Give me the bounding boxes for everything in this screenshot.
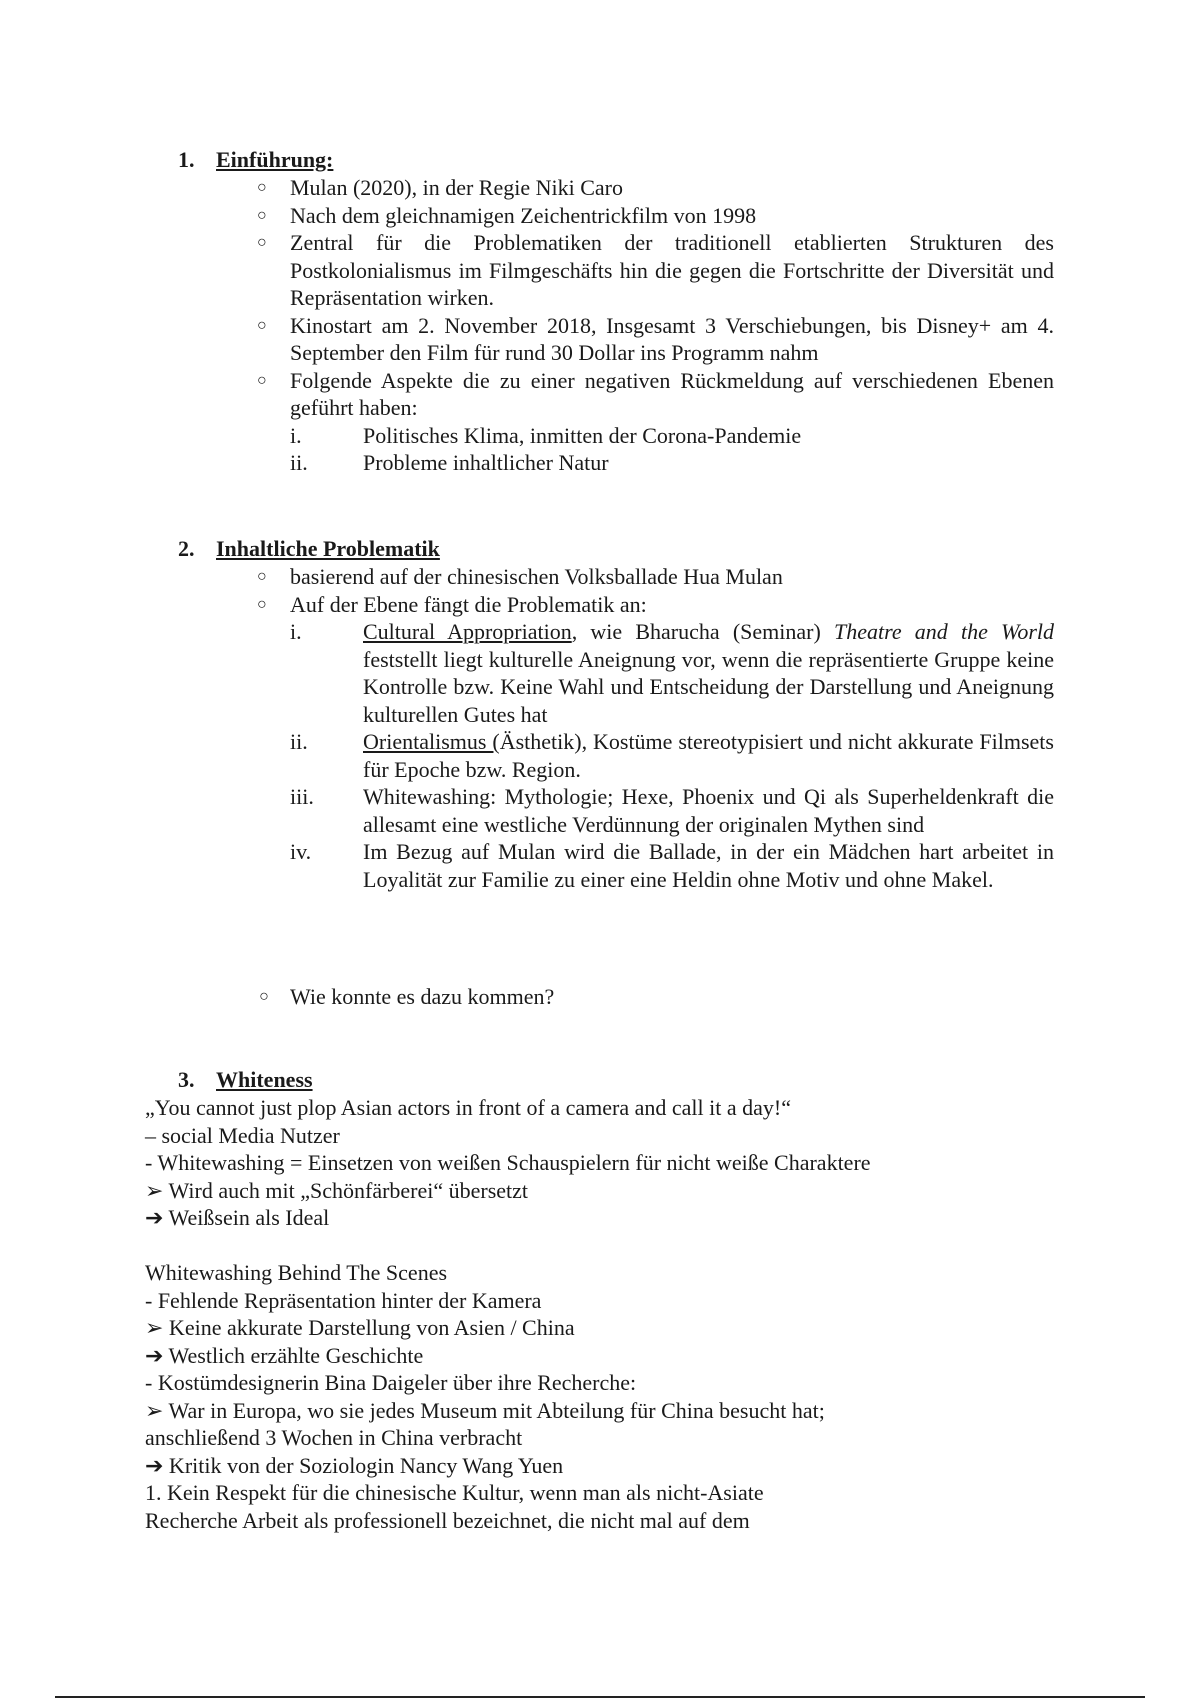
list-item: ○ Mulan (2020), in der Regie Niki Caro [257,175,623,200]
text-line: „You cannot just plop Asian actors in front of a camera and call it a day!“ [145,1095,791,1120]
circle-bullet-icon: ○ [257,316,267,334]
list-item: ○ Nach dem gleichnamigen Zeichentrickfilm von 1998 [257,202,757,228]
list-item: iv. Im Bezug auf Mulan wird die Ballade, in der ein Mädchen hart arbeitet in Loyalität zur Familie zu einer eine Heldin ohne Motiv und ohne Makel. [290,839,1054,892]
text-line: ➢ Wird auch mit „Schönfärberei“ übersetzt [145,1177,529,1203]
text-line: Recherche Arbeit als professionell bezeichnet, die nicht mal auf dem [145,1507,750,1533]
text-line: ➢ War in Europa, wo sie jedes Museum mit Abteilung für China besucht hat; [145,1397,825,1423]
section-2-last-bullet [259,983,1054,1011]
list-item: iii. Whitewashing: Mythologie; Hexe, Phoenix und Qi als Superheldenkraft die allesamt eine westliche Verdünnung der originalen Mythen sind [290,784,1054,837]
section-1-bullets [257,174,1054,477]
circle-bullet-icon: ○ [257,206,267,224]
text-line: - Kostümdesignerin Bina Daigeler über ihre Recherche: [145,1370,637,1395]
section-1-sublist [290,422,1054,477]
text-line: anschließend 3 Wochen in China verbracht [145,1425,523,1450]
text-line: Whitewashing Behind The Scenes [145,1260,448,1285]
section-2-bullets [257,563,1055,893]
list-item: ○ Kinostart am 2. November 2018, Insgesamt 3 Verschiebungen, bis Disney+ am 4. September den Film für rund 30 Dollar ins Programm nahm [257,312,1054,365]
section-3-body [145,1094,1105,1534]
section-2-heading: 2. Inhaltliche Problematik [178,536,440,561]
section-2-sublist [290,618,1055,893]
text-line: – social Media Nutzer [145,1122,340,1148]
text-line: ➔ Weißsein als Ideal [145,1205,330,1230]
circle-bullet-icon: ○ [259,988,269,1005]
list-item: i. Cultural Appropriation, wie Bharucha (Seminar) Theatre and the World feststellt liegt kulturelle Aneignung vor, wenn die repräsentierte Gruppe keine Kontrolle bzw. Keine Wahl und Entscheidung der Darstellung und Aneignung kulturellen Gutes hat [290,619,1055,727]
text-line: - Whitewashing = Einsetzen von weißen Schauspielern für nicht weiße Charaktere [145,1150,871,1175]
circle-bullet-icon: ○ [257,568,267,585]
list-item: ○ basierend auf der chinesischen Volksballade Hua Mulan [257,564,783,589]
text-line: ➢ Keine akkurate Darstellung von Asien / China [145,1315,575,1340]
list-item: ○ Zentral für die Problematiken der traditionell etablierten Strukturen des Postkolonialismus im Filmgeschäfts hin die gegen die Fortschritte der Diversität und Repräsentation wirken. [257,230,1054,310]
circle-bullet-icon: ○ [257,179,267,196]
circle-bullet-icon: ○ [257,234,267,251]
circle-bullet-icon: ○ [257,595,267,613]
circle-bullet-icon: ○ [257,371,267,389]
list-item: ○ Wie konnte es dazu kommen? [290,983,1054,1011]
list-item: ○ Folgende Aspekte die zu einer negativen Rückmeldung auf verschiedenen Ebenen geführt haben: i. Politisches Klima, inmitten der Corona-Pandemie ii. Probleme inhaltlicher Natur [257,367,1054,475]
list-item: ii. Probleme inhaltlicher Natur [290,450,609,475]
text-line: - Fehlende Repräsentation hinter der Kamera [145,1287,542,1313]
list-item: i. Politisches Klima, inmitten der Corona-Pandemie [290,422,802,448]
text-line: ➔ Westlich erzählte Geschichte [145,1342,424,1368]
section-3-heading: 3. Whiteness [178,1067,313,1092]
list-item: ii. Orientalismus (Ästhetik), Kostüme stereotypisiert und nicht akkurate Filmsets für Epoche bzw. Region. [290,729,1054,782]
text-line: 1. Kein Respekt für die chinesische Kultur, wenn man als nicht-Asiate [145,1480,764,1505]
list-item: ○ Auf der Ebene fängt die Problematik an: i. Cultural Appropriation, wie Bharucha (Seminar) Theatre and the World feststellt liegt kulturelle Aneignung vor, wenn die repräsentierte Gruppe keine Kontrolle bzw. Keine Wahl und Entscheidung der Darstellung und Aneignung kulturellen Gutes hat ii. Orientalismus (Ästhetik), Kostüme stereotypisiert und nicht akkurate Filmsets für Epoche bzw. Region. iii. Whitewashing: Mythologie; Hexe, Phoenix und Qi als Superheldenkraft die allesamt eine westliche Verdünnung der originalen Mythen sind iv. Im Bezug auf Mulan wird die Ballade, in der ein Mädchen hart arbeitet in Loyalität zur Familie zu einer eine Heldin ohne Motiv und ohne Makel. [257,591,1055,892]
section-1-heading: 1. Einführung: [178,147,334,172]
text-line: ➔ Kritik von der Soziologin Nancy Wang Yuen [145,1452,564,1478]
page-divider [55,1696,1145,1698]
